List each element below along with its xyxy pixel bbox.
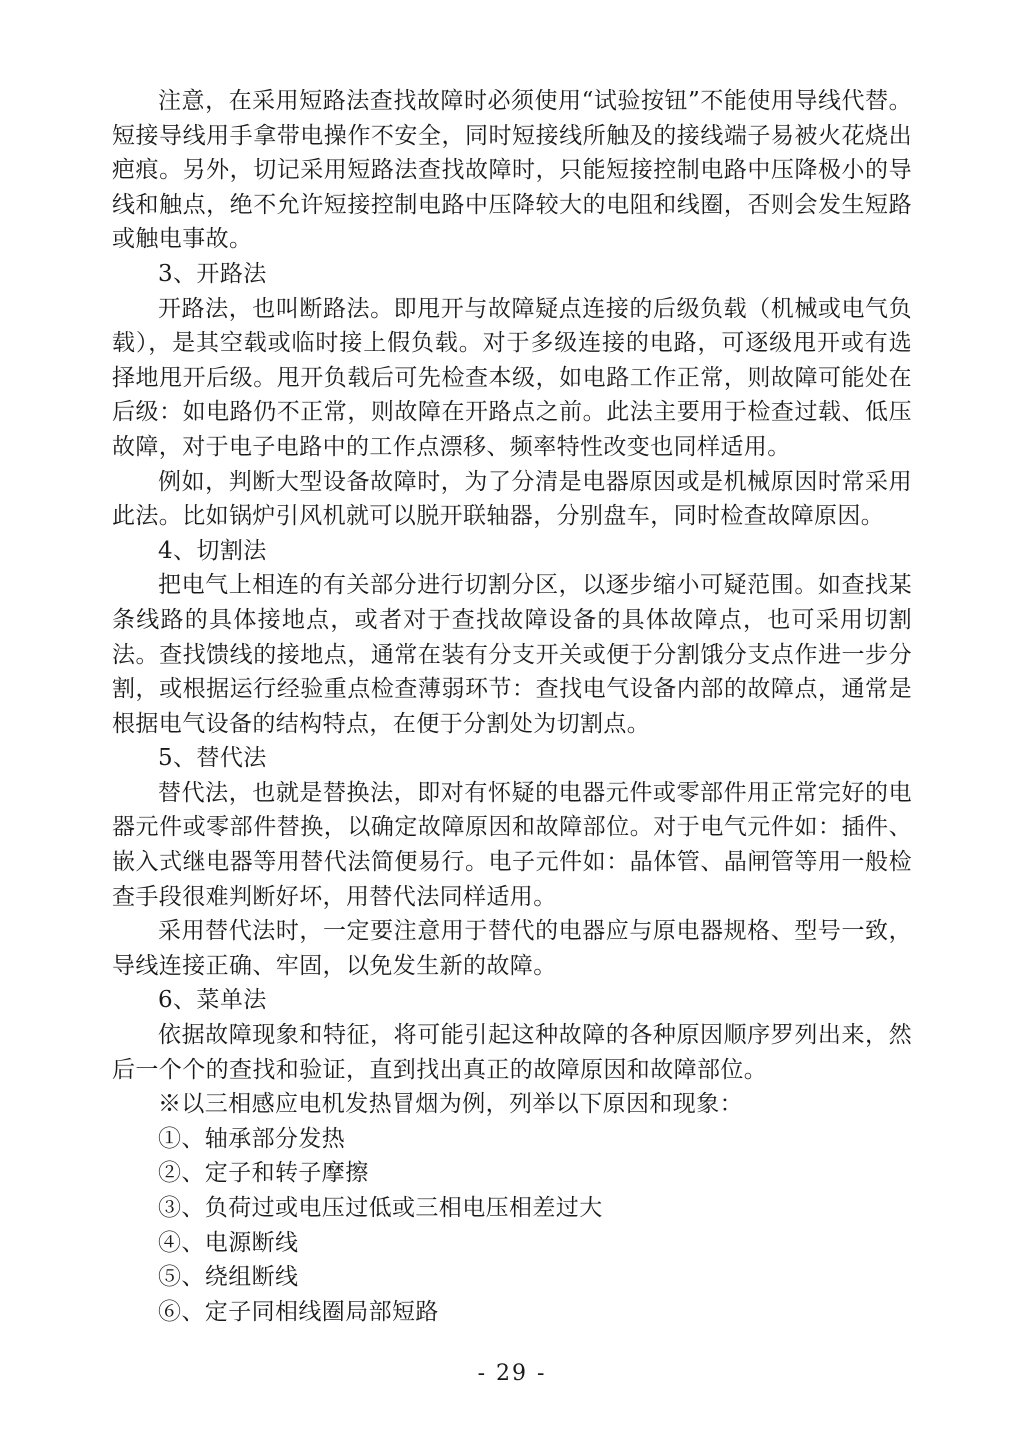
heading-substitution-method: 5、替代法 [158,745,267,772]
paragraph-cutting-description: 把电气上相连的有关部分进行切割分区，以逐步缩小可疑范围。如查找某条线路的具体接地点，或者对于查找故障设备的具体故障点，也可采用切割法。查找馈线的接地点，通常在装有分支开关或便于分割饿分支点作进一步分割，或根据运行经验重点检查薄弱环节：查找电气设备内部的故障点，通常是根据电气设备的结构特点，在便于分割处为切割点。 [112,572,912,737]
list-item: ⑤、绕组断线 [158,1264,299,1291]
paragraph-substitution-caution: 采用替代法时，一定要注意用于替代的电器应与原电器规格、型号一致，导线连接正确、牢固，以免发生新的故障。 [112,918,912,979]
list-item: ⑥、定子同相线圈局部短路 [158,1298,439,1325]
list-item: ③、负荷过或电压过低或三相电压相差过大 [158,1195,603,1221]
heading-open-circuit-method: 3、开路法 [158,260,267,287]
list-intro: ※以三相感应电机发热冒烟为例，列举以下原因和现象： [158,1091,743,1118]
document-body [112,84,912,1329]
paragraph-open-circuit-description: 开路法，也叫断路法。即甩开与故障疑点连接的后级负载（机械或电气负载），是其空载或临时接上假负载。对于多级连接的电路，可逐级甩开或有选择地甩开后级。甩开负载后可先检查本级，如电路工作正常，则故障可能处在后级：如电路仍不正常，则故障在开路点之前。此法主要用于检查过载、低压故障，对于电子电路中的工作点漂移、频率特性改变也同样适用。 [112,295,912,460]
list-item: ①、轴承部分发热 [158,1125,346,1152]
page-number: - 29 - [477,1361,547,1386]
list-item: ②、定子和转子摩擦 [158,1160,369,1187]
heading-menu-method: 6、菜单法 [158,987,267,1014]
paragraph-short-circuit-caution: 注意，在采用短路法查找故障时必须使用“试验按钮”不能使用导线代替。短接导线用手拿带电操作不安全，同时短接线所触及的接线端子易被火花烧出疤痕。另外，切记采用短路法查找故障时，只能短接控制电路中压降极小的导线和触点，绝不允许短接控制电路中压降较大的电阻和线圈，否则会发生短路或触电事故。 [112,88,912,253]
paragraph-open-circuit-example: 例如，判断大型设备故障时，为了分清是电器原因或是机械原因时常采用此法。比如锅炉引风机就可以脱开联轴器，分别盘车，同时检查故障原因。 [112,468,912,530]
list-item: ④、电源断线 [158,1229,299,1256]
paragraph-menu-description: 依据故障现象和特征，将可能引起这种故障的各种原因顺序罗列出来，然后一个个的查找和验证，直到找出真正的故障原因和故障部位。 [112,1022,912,1083]
paragraph-substitution-description: 替代法，也就是替换法，即对有怀疑的电器元件或零部件用正常完好的电器元件或零部件替换，以确定故障原因和故障部位。对于电气元件如：插件、嵌入式继电器等用替代法简便易行。电子元件如：晶体管、晶闸管等用一般检查手段很难判断好坏，用替代法同样适用。 [112,779,912,910]
heading-cutting-method: 4、切割法 [158,537,267,564]
